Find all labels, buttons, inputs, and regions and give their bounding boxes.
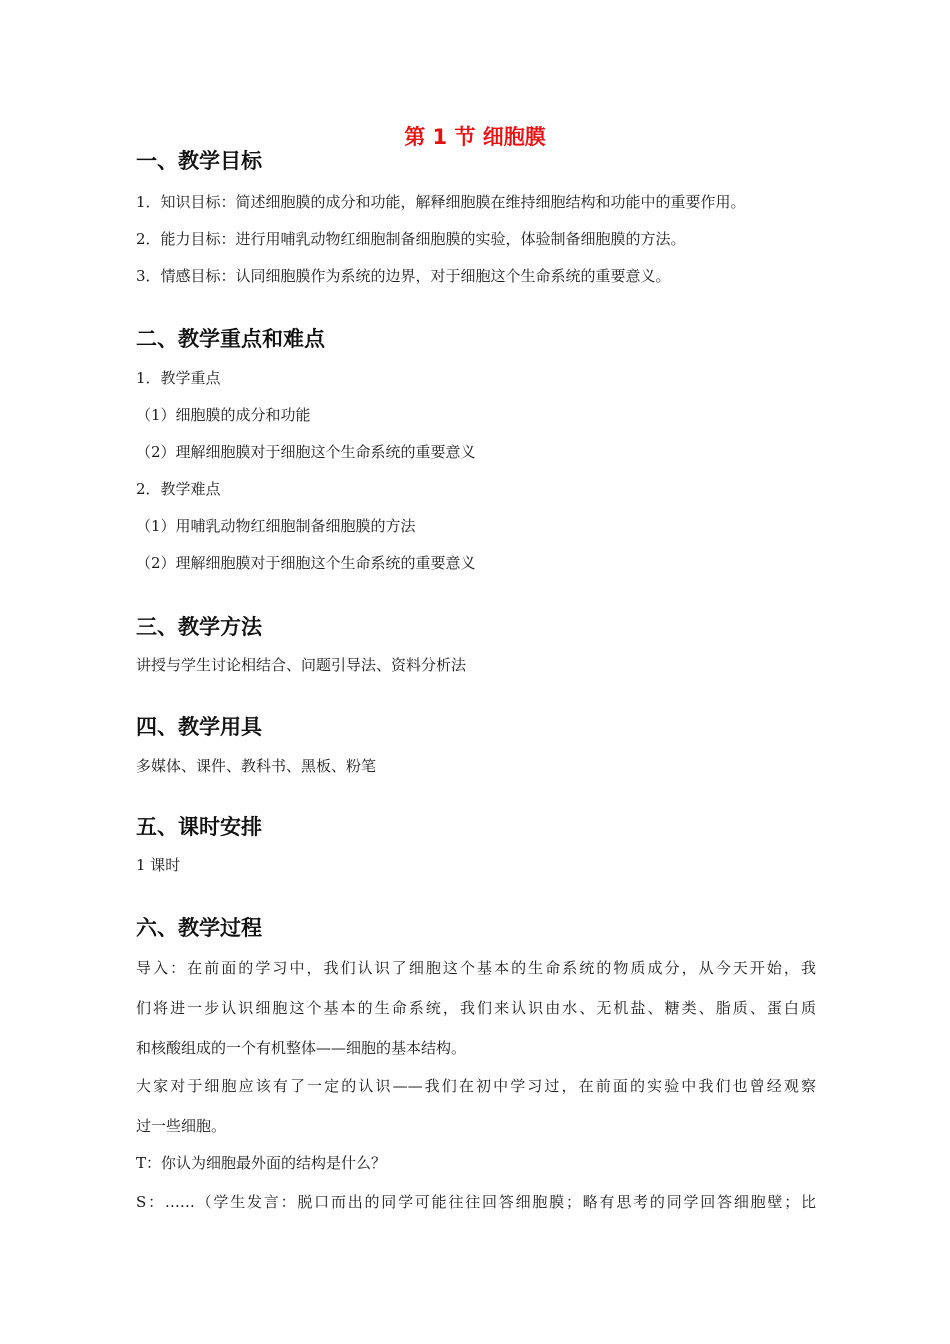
process-paragraph-line: 过一些细胞。 (136, 1117, 227, 1135)
student-response: S：……（学生发言：脱口而出的同学可能往往回答细胞膜；略有思考的同学回答细胞壁；比 (136, 1193, 816, 1211)
key-point-item: （1）细胞膜的成分和功能 (136, 406, 311, 424)
key-point-item: （2）理解细胞膜对于细胞这个生命系统的重要意义 (136, 443, 476, 461)
difficult-point-item: （2）理解细胞膜对于细胞这个生命系统的重要意义 (136, 554, 476, 572)
section-heading-methods: 三、教学方法 (136, 615, 262, 639)
section-heading-key-points: 二、教学重点和难点 (136, 327, 325, 351)
difficult-point-item: （1）用哺乳动物红细胞制备细胞膜的方法 (136, 517, 416, 535)
document-title: 第 1 节 细胞膜 (404, 125, 546, 149)
key-points-label: 1．教学重点 (136, 369, 221, 387)
section-heading-tools: 四、教学用具 (136, 715, 262, 739)
process-paragraph-line: 们将进一步认识细胞这个基本的生命系统，我们来认识由水、无机盐、糖类、脂质、蛋白质 (136, 999, 816, 1017)
process-paragraph-line: 大家对于细胞应该有了一定的认识——我们在初中学习过，在前面的实验中我们也曾经观察 (136, 1077, 816, 1095)
section-heading-schedule: 五、课时安排 (136, 815, 262, 839)
process-paragraph-line: 和核酸组成的一个有机整体——细胞的基本结构。 (136, 1039, 467, 1057)
objective-ability: 2．能力目标：进行用哺乳动物红细胞制备细胞膜的实验，体验制备细胞膜的方法。 (136, 230, 686, 248)
methods-text: 讲授与学生讨论相结合、问题引导法、资料分析法 (136, 656, 467, 674)
objective-emotion: 3．情感目标：认同细胞膜作为系统的边界，对于细胞这个生命系统的重要意义。 (136, 267, 671, 285)
teacher-question: T：你认为细胞最外面的结构是什么？ (136, 1154, 387, 1172)
objective-knowledge: 1．知识目标：简述细胞膜的成分和功能，解释细胞膜在维持细胞结构和功能中的重要作用。 (136, 193, 746, 211)
section-heading-objectives: 一、教学目标 (136, 149, 262, 173)
tools-text: 多媒体、课件、教科书、黑板、粉笔 (136, 757, 377, 775)
difficult-points-label: 2．教学难点 (136, 480, 221, 498)
schedule-text: 1 课时 (136, 856, 181, 874)
section-heading-process: 六、教学过程 (136, 916, 262, 940)
process-paragraph-line: 导入：在前面的学习中，我们认识了细胞这个基本的生命系统的物质成分，从今天开始，我 (136, 959, 816, 977)
